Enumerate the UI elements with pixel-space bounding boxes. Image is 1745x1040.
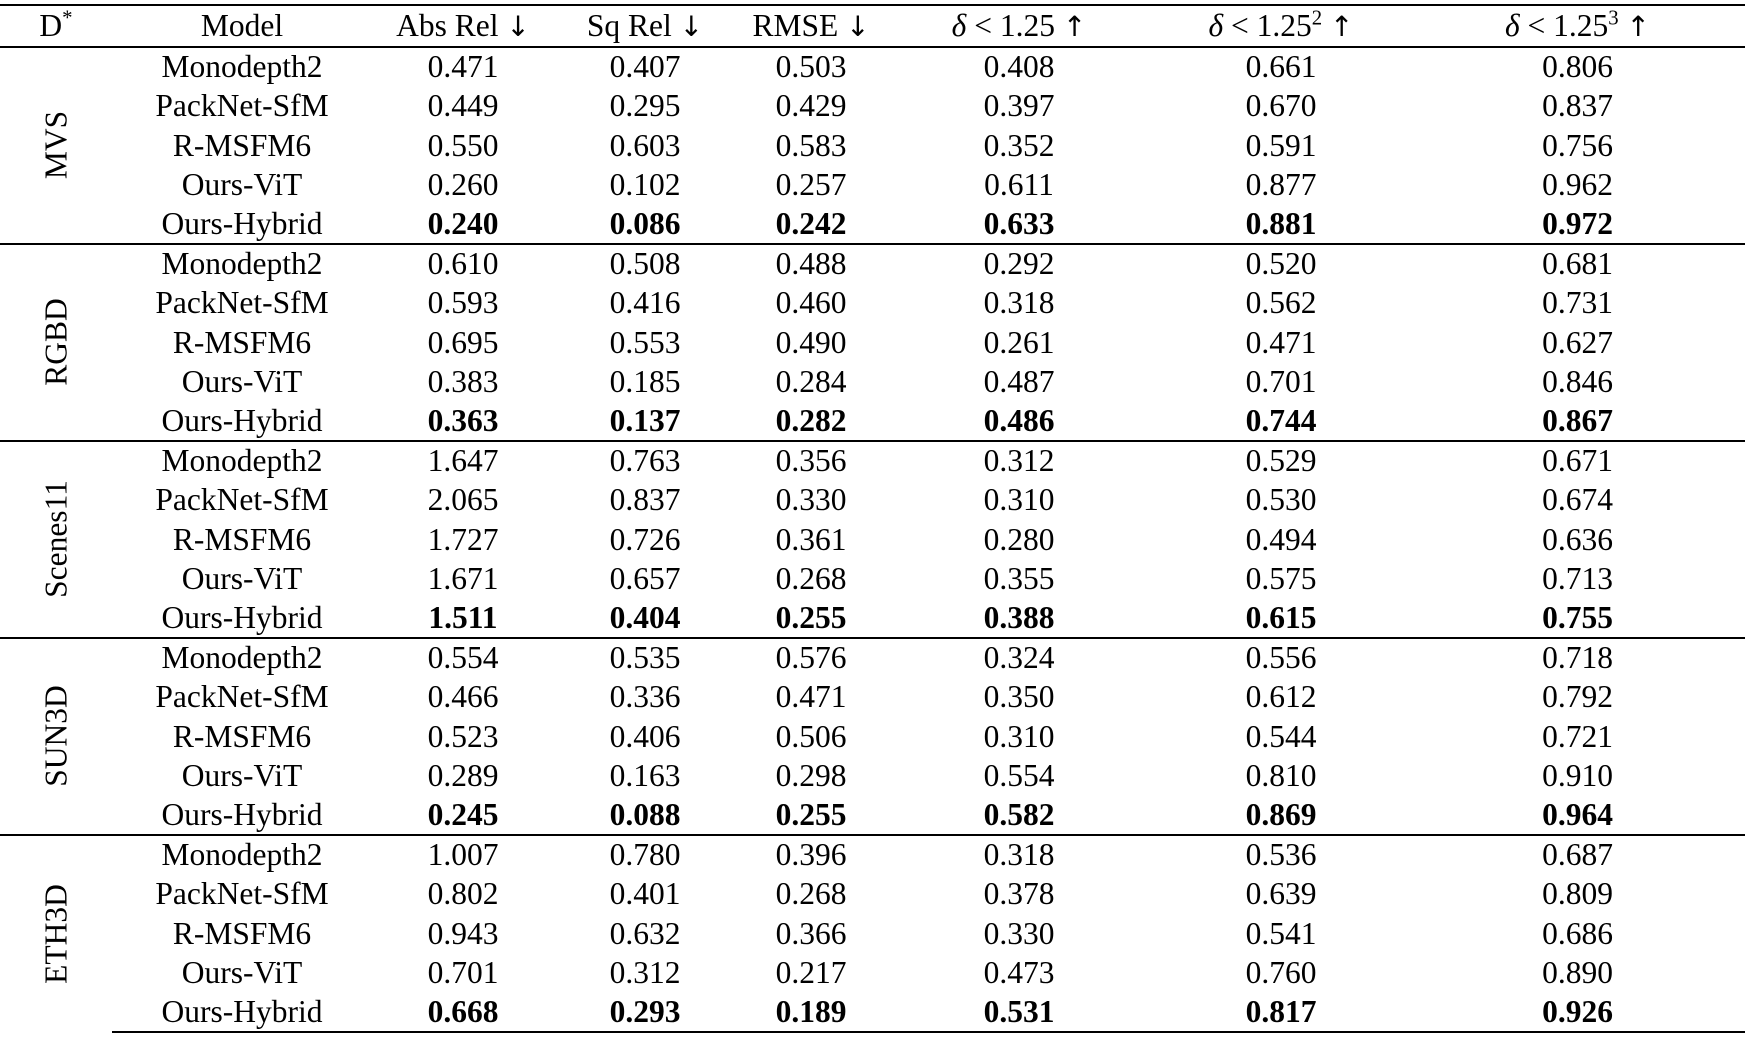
value-cell-rmse: 0.506 <box>775 718 847 754</box>
table-row <box>0 717 1745 756</box>
value-cell-rmse: 0.268 <box>775 561 847 597</box>
value-cell-abs-rel: 0.523 <box>427 718 499 754</box>
model-cell: R-MSFM6 <box>172 915 312 951</box>
header-model: Model <box>112 5 372 47</box>
model-cell: PackNet-SfM <box>155 482 329 518</box>
down-arrow-icon: ↓ <box>846 10 870 44</box>
value-cell-sq-rel: 0.780 <box>554 835 736 874</box>
model-cell: Monodepth2 <box>112 835 372 874</box>
table-row <box>0 165 1745 204</box>
up-arrow-icon: ↑ <box>1330 10 1354 44</box>
value-cell-rmse: 0.298 <box>775 757 847 793</box>
value-cell-d1: 0.388 <box>983 599 1055 635</box>
value-cell-rmse: 0.255 <box>775 599 847 635</box>
table-row <box>0 677 1745 716</box>
table-row <box>0 283 1745 322</box>
value-cell-abs-rel: 0.466 <box>427 679 499 715</box>
value-cell-d3: 0.627 <box>1542 324 1613 360</box>
value-cell-d3: 0.756 <box>1542 127 1613 163</box>
value-cell-d1: 0.261 <box>983 324 1055 360</box>
value-cell-sq-rel: 0.137 <box>609 402 681 438</box>
model-cell: R-MSFM6 <box>172 127 312 163</box>
value-cell-rmse: 0.268 <box>775 876 847 912</box>
value-cell-d2: 0.881 <box>1245 206 1317 241</box>
value-cell-sq-rel: 0.312 <box>609 954 681 990</box>
header-dataset-label: D <box>39 8 63 44</box>
model-cell: Monodepth2 <box>161 49 323 85</box>
value-cell-rmse: 0.488 <box>736 244 886 283</box>
value-cell-sq-rel: 0.763 <box>554 441 736 480</box>
model-cell: Ours-Hybrid <box>161 599 323 635</box>
table-row <box>0 874 1745 913</box>
down-arrow-icon: ↓ <box>679 10 704 44</box>
value-cell-sq-rel: 0.295 <box>609 88 681 124</box>
table-row <box>0 126 1745 165</box>
value-cell-d1: 0.378 <box>983 876 1055 912</box>
value-cell-abs-rel: 0.701 <box>427 954 499 990</box>
table-row <box>0 992 1745 1031</box>
value-cell-sq-rel: 0.185 <box>609 364 681 400</box>
value-cell-d2: 0.536 <box>1152 835 1410 874</box>
value-cell-d3: 0.809 <box>1542 876 1613 912</box>
value-cell-sq-rel: 0.293 <box>554 992 736 1031</box>
value-cell-abs-rel: 0.260 <box>427 167 499 203</box>
value-cell-abs-rel: 0.449 <box>427 88 499 124</box>
value-cell-rmse: 0.284 <box>775 364 847 400</box>
model-cell: Ours-Hybrid <box>161 796 323 832</box>
model-cell: Ours-ViT <box>181 561 303 597</box>
value-cell-abs-rel: 0.943 <box>427 915 499 951</box>
value-cell-sq-rel: 0.535 <box>554 638 736 677</box>
value-cell-sq-rel: 0.163 <box>609 757 681 793</box>
table-row <box>0 323 1745 362</box>
value-cell-d3: 0.718 <box>1410 638 1745 677</box>
value-cell-abs-rel: 0.550 <box>427 127 499 163</box>
value-cell-d1: 0.318 <box>886 835 1152 874</box>
value-cell-d3: 0.867 <box>1542 402 1613 438</box>
header-abs-rel <box>372 5 554 47</box>
value-cell-d2: 0.744 <box>1245 402 1317 438</box>
table-row <box>0 47 1745 86</box>
model-cell: R-MSFM6 <box>172 324 312 360</box>
value-cell-d3: 0.755 <box>1542 599 1613 635</box>
model-cell: R-MSFM6 <box>172 718 312 754</box>
value-cell-d1: 0.633 <box>983 206 1055 241</box>
table-row <box>0 559 1745 598</box>
value-cell-d2: 0.869 <box>1245 796 1317 832</box>
dataset-label: ETH3D <box>38 883 74 984</box>
less-than-symbol: < <box>1231 8 1249 44</box>
delta-symbol: δ <box>951 8 967 44</box>
header-delta3 <box>1410 5 1745 47</box>
value-cell-d3: 0.792 <box>1542 679 1613 715</box>
value-cell-d2: 0.612 <box>1245 679 1317 715</box>
value-cell-abs-rel: 0.554 <box>372 638 554 677</box>
dataset-label: RGBD <box>38 298 74 387</box>
model-cell: Ours-ViT <box>181 364 303 400</box>
value-cell-d2: 0.520 <box>1152 244 1410 283</box>
value-cell-d2: 0.670 <box>1245 88 1317 124</box>
value-cell-sq-rel: 0.657 <box>609 561 681 597</box>
value-cell-sq-rel: 0.553 <box>609 324 681 360</box>
value-cell-d2: 0.562 <box>1245 285 1317 321</box>
value-cell-d2: 0.544 <box>1245 718 1317 754</box>
table-row <box>0 441 1745 480</box>
dataset-group <box>0 835 1745 1032</box>
header-delta2-exponent: 2 <box>1311 6 1323 30</box>
value-cell-abs-rel: 0.363 <box>427 402 499 438</box>
value-cell-rmse: 0.471 <box>775 679 847 715</box>
value-cell-rmse: 0.257 <box>775 167 847 203</box>
value-cell-sq-rel: 0.632 <box>609 915 681 951</box>
model-cell: R-MSFM6 <box>172 521 312 557</box>
model-cell: PackNet-SfM <box>155 679 329 715</box>
model-cell: Ours-Hybrid <box>161 206 323 241</box>
value-cell-rmse: 0.583 <box>775 127 847 163</box>
up-arrow-icon: ↑ <box>1626 10 1651 44</box>
value-cell-d3: 0.681 <box>1410 244 1745 283</box>
value-cell-d2: 0.575 <box>1245 561 1317 597</box>
value-cell-sq-rel: 0.726 <box>609 521 681 557</box>
value-cell-abs-rel: 0.245 <box>427 796 499 832</box>
value-cell-d1: 0.292 <box>886 244 1152 283</box>
header-delta2 <box>1152 5 1410 47</box>
value-cell-d1: 0.487 <box>983 364 1055 400</box>
table-row <box>0 835 1745 874</box>
value-cell-rmse: 0.282 <box>775 402 847 438</box>
value-cell-d2: 0.661 <box>1245 49 1317 85</box>
value-cell-d3: 0.962 <box>1542 167 1613 203</box>
header-row <box>0 5 1745 47</box>
value-cell-d3: 0.636 <box>1542 521 1613 557</box>
value-cell-d1: 0.352 <box>983 127 1055 163</box>
value-cell-d2: 0.639 <box>1245 876 1317 912</box>
results-table <box>0 4 1745 1033</box>
table-row <box>0 953 1745 992</box>
dataset-cell <box>0 47 112 244</box>
model-cell: Ours-ViT <box>181 167 303 203</box>
value-cell-d1: 0.310 <box>983 718 1055 754</box>
value-cell-d3: 0.674 <box>1542 482 1613 518</box>
value-cell-rmse: 0.217 <box>775 954 847 990</box>
table-row <box>0 638 1745 677</box>
value-cell-d3: 0.731 <box>1542 285 1613 321</box>
value-cell-d2: 0.530 <box>1245 482 1317 518</box>
table-row <box>0 480 1745 519</box>
model-cell: Monodepth2 <box>112 244 372 283</box>
value-cell-rmse: 0.576 <box>736 638 886 677</box>
value-cell-d3: 0.686 <box>1542 915 1613 951</box>
model-cell: Ours-ViT <box>181 954 303 990</box>
value-cell-abs-rel: 0.383 <box>427 364 499 400</box>
value-cell-abs-rel: 1.511 <box>428 599 498 635</box>
value-cell-sq-rel: 0.603 <box>609 127 681 163</box>
value-cell-d3: 0.846 <box>1542 364 1613 400</box>
up-arrow-icon: ↑ <box>1062 10 1087 44</box>
value-cell-abs-rel: 0.610 <box>372 244 554 283</box>
dataset-cell <box>0 244 112 441</box>
value-cell-sq-rel: 0.102 <box>609 167 681 203</box>
value-cell-d1: 0.280 <box>983 521 1055 557</box>
value-cell-d1: 0.473 <box>983 954 1055 990</box>
model-cell: Ours-Hybrid <box>112 992 372 1031</box>
value-cell-abs-rel: 1.647 <box>372 441 554 480</box>
value-cell-rmse: 0.429 <box>775 88 847 124</box>
value-cell-d2: 0.541 <box>1245 915 1317 951</box>
dataset-label: Scenes11 <box>38 480 74 599</box>
model-cell: PackNet-SfM <box>155 285 329 321</box>
value-cell-d2: 0.494 <box>1245 521 1317 557</box>
value-cell-d1: 0.312 <box>886 441 1152 480</box>
delta-symbol: δ <box>1504 8 1520 44</box>
model-cell: Ours-Hybrid <box>161 402 323 438</box>
value-cell-sq-rel: 0.401 <box>609 876 681 912</box>
value-cell-d2: 0.817 <box>1152 992 1410 1031</box>
dataset-group <box>0 441 1745 638</box>
value-cell-abs-rel: 0.471 <box>427 49 499 85</box>
value-cell-d2: 0.556 <box>1152 638 1410 677</box>
model-cell: Monodepth2 <box>112 441 372 480</box>
table-row <box>0 795 1745 834</box>
value-cell-d3: 0.837 <box>1542 88 1613 124</box>
value-cell-d2: 0.760 <box>1245 954 1317 990</box>
down-arrow-icon: ↓ <box>506 10 530 44</box>
header-delta3-value: 1.25 <box>1553 8 1609 44</box>
model-cell: PackNet-SfM <box>155 88 329 124</box>
value-cell-d3: 0.972 <box>1542 206 1613 241</box>
value-cell-abs-rel: 0.289 <box>427 757 499 793</box>
value-cell-sq-rel: 0.407 <box>609 49 681 85</box>
value-cell-d1: 0.611 <box>984 167 1054 203</box>
value-cell-rmse: 0.189 <box>736 992 886 1031</box>
value-cell-d2: 0.810 <box>1245 757 1317 793</box>
value-cell-d3: 0.964 <box>1542 796 1613 832</box>
value-cell-rmse: 0.356 <box>736 441 886 480</box>
table-row <box>0 598 1745 637</box>
value-cell-abs-rel: 0.240 <box>427 206 499 241</box>
value-cell-abs-rel: 1.727 <box>427 521 499 557</box>
value-cell-d3: 0.890 <box>1542 954 1613 990</box>
header-dataset-sup: * <box>62 6 73 30</box>
value-cell-d2: 0.471 <box>1245 324 1317 360</box>
value-cell-d2: 0.701 <box>1245 364 1317 400</box>
value-cell-d1: 0.324 <box>886 638 1152 677</box>
value-cell-rmse: 0.330 <box>775 482 847 518</box>
header-delta3-exponent: 3 <box>1608 6 1619 30</box>
value-cell-abs-rel: 0.593 <box>427 285 499 321</box>
model-cell: Monodepth2 <box>112 638 372 677</box>
header-abs-rel-label: Abs Rel <box>396 8 499 44</box>
header-sq-rel-label: Sq Rel <box>586 8 672 44</box>
table-row <box>0 86 1745 125</box>
value-cell-d1: 0.408 <box>983 49 1055 85</box>
value-cell-rmse: 0.503 <box>775 49 847 85</box>
value-cell-abs-rel: 0.802 <box>427 876 499 912</box>
value-cell-d1: 0.330 <box>983 915 1055 951</box>
less-than-symbol: < <box>1527 8 1546 44</box>
header-dataset <box>0 5 112 47</box>
value-cell-rmse: 0.255 <box>775 796 847 832</box>
model-cell: Ours-ViT <box>181 757 303 793</box>
dataset-group <box>0 244 1745 441</box>
value-cell-d2: 0.615 <box>1245 599 1317 635</box>
table-row <box>0 756 1745 795</box>
value-cell-d3: 0.806 <box>1542 49 1613 85</box>
header-rmse <box>736 5 886 47</box>
value-cell-rmse: 0.242 <box>775 206 847 241</box>
dataset-cell <box>0 638 112 835</box>
value-cell-d3: 0.910 <box>1542 757 1613 793</box>
dataset-group <box>0 638 1745 835</box>
value-cell-sq-rel: 0.837 <box>609 482 681 518</box>
value-cell-sq-rel: 0.416 <box>609 285 681 321</box>
header-rmse-label: RMSE <box>752 8 839 44</box>
header-delta2-value: 1.25 <box>1256 8 1312 44</box>
value-cell-d3: 0.926 <box>1410 992 1745 1031</box>
value-cell-abs-rel: 2.065 <box>427 482 499 518</box>
table-row <box>0 914 1745 953</box>
table-header <box>0 5 1745 47</box>
value-cell-d1: 0.350 <box>983 679 1055 715</box>
header-delta1 <box>886 5 1152 47</box>
value-cell-d1: 0.397 <box>983 88 1055 124</box>
value-cell-d1: 0.318 <box>983 285 1055 321</box>
value-cell-d3: 0.687 <box>1410 835 1745 874</box>
header-sq-rel <box>554 5 736 47</box>
value-cell-sq-rel: 0.086 <box>609 206 681 241</box>
value-cell-rmse: 0.460 <box>775 285 847 321</box>
value-cell-d2: 0.591 <box>1245 127 1317 163</box>
value-cell-sq-rel: 0.508 <box>554 244 736 283</box>
value-cell-d1: 0.531 <box>886 992 1152 1031</box>
header-delta1-value: 1.25 <box>999 8 1055 44</box>
value-cell-d1: 0.310 <box>983 482 1055 518</box>
dataset-label: MVS <box>38 111 74 180</box>
table-row <box>0 244 1745 283</box>
model-cell: PackNet-SfM <box>155 876 329 912</box>
table-row <box>0 520 1745 559</box>
value-cell-sq-rel: 0.088 <box>609 796 681 832</box>
value-cell-abs-rel: 0.695 <box>427 324 499 360</box>
value-cell-rmse: 0.490 <box>775 324 847 360</box>
table-row <box>0 362 1745 401</box>
less-than-symbol: < <box>974 8 992 44</box>
value-cell-abs-rel: 1.007 <box>372 835 554 874</box>
value-cell-d1: 0.554 <box>983 757 1055 793</box>
value-cell-d3: 0.721 <box>1542 718 1613 754</box>
dataset-label: SUN3D <box>38 685 74 788</box>
value-cell-d1: 0.486 <box>983 402 1055 438</box>
dataset-cell <box>0 835 112 1032</box>
value-cell-d3: 0.713 <box>1542 561 1613 597</box>
value-cell-d2: 0.529 <box>1152 441 1410 480</box>
value-cell-d2: 0.877 <box>1245 167 1317 203</box>
value-cell-d1: 0.582 <box>983 796 1055 832</box>
table-row <box>0 402 1745 441</box>
value-cell-sq-rel: 0.404 <box>609 599 681 635</box>
value-cell-abs-rel: 1.671 <box>427 561 499 597</box>
value-cell-sq-rel: 0.336 <box>609 679 681 715</box>
dataset-group <box>0 47 1745 244</box>
value-cell-d3: 0.671 <box>1410 441 1745 480</box>
value-cell-rmse: 0.366 <box>775 915 847 951</box>
value-cell-d1: 0.355 <box>983 561 1055 597</box>
value-cell-abs-rel: 0.668 <box>372 992 554 1031</box>
table-row <box>0 205 1745 244</box>
value-cell-rmse: 0.361 <box>775 521 847 557</box>
dataset-cell <box>0 441 112 638</box>
value-cell-rmse: 0.396 <box>736 835 886 874</box>
delta-symbol: δ <box>1208 8 1224 44</box>
value-cell-sq-rel: 0.406 <box>609 718 681 754</box>
